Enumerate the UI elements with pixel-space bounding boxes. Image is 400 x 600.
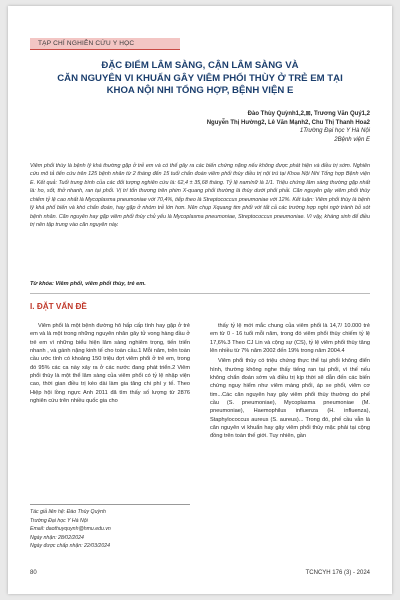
body-paragraph: thấy tỷ lệ mới mắc chung của viêm phổi là 14,7/ 10.000 trẻ em từ 0 - 16 tuổi mỗi năm, trong đó viêm phổi thùy chiếm tỷ lệ 17,6%.3 Theo CJ Lin và cộng sự (CS), tỷ lệ viêm phổi thùy tăng lên nhiều từ 7% năm 2002 đến 19% trong năm 2004.4 bbox=[210, 323, 370, 355]
author-line: Nguyễn Thị Hường2, Lê Văn Mạnh2, Chu Thị Thanh Hoa2 bbox=[206, 119, 370, 126]
keywords: Từ khóa: Viêm phổi, viêm phổi thùy, trẻ em. bbox=[30, 281, 146, 287]
author-line: Đào Thùy Quỳnh1,2,⊠, Trương Văn Quý1,2 bbox=[247, 111, 370, 117]
corresponding-institution: Trường Đại học Y Hà Nội bbox=[30, 517, 88, 524]
accepted-date: Ngày được chấp nhận: 22/03/2024 bbox=[30, 543, 110, 550]
paper-title bbox=[28, 60, 372, 98]
page-footer bbox=[30, 568, 370, 578]
section-divider bbox=[30, 293, 370, 294]
affiliation: 2Bệnh viện E bbox=[334, 136, 370, 143]
correspondence-block bbox=[30, 504, 190, 551]
author-block bbox=[70, 110, 370, 144]
abstract: Viêm phổi thùy là bệnh lý khá thường gặp ở trẻ em và có thể gây ra các biến chứng nặng nếu không được phát hiện và điều trị sớm. Nghiên cứu mô tả tiến cứu trên 125 bệnh nhân từ 2 tháng đến 15 tuổi chẩn đoán viêm phổi thùy điều trị nội trú tại Khoa Nội Nhi Tổng hợp Bệnh viện E. Kết quả: Tuổi trung bình của các đối tượng nghiên cứu là: 62,4 ± 35,68 tháng. Tỷ lệ nam/nữ là 1/1. Triệu chứng lâm sàng thường gặp nhất là: ho, sốt, thở nhanh, ran tại phổi. Vị trí tổn thương trên phim X-quang phổi thường là thùy dưới phổi phải. Căn nguyên gây viêm phổi thùy chiếm tỷ lệ cao nhất là Mycoplasma pneumoniae với 70,4%, tiếp theo là Streptococcus pneumoniae với 12%. Kết luận: Viêm phổi thùy là bệnh lý khá phổ biến và khó chẩn đoán, hay gặp ở nhóm trẻ lớn hơn. Nên chụp Xquang tim phổi với tất cả các trường hợp nghi ngờ trành bỏ sót bệnh nhân. Căn nguyên hay gặp viêm phổi thùy chủ yếu là Mycoplasma pneumoniae, Streptococcus pneumoniae. Vì vậy, kháng sinh để điều trị nên tập trung vào căn nguyên này. bbox=[30, 163, 370, 229]
corresponding-author: Tác giả liên hệ: Đào Thùy Quỳnh bbox=[30, 509, 106, 515]
title-line: ĐẶC ĐIỂM LÂM SÀNG, CẬN LÂM SÀNG VÀ bbox=[101, 60, 299, 71]
title-line: KHOA NỘI NHI TỔNG HỢP, BỆNH VIỆN E bbox=[106, 85, 294, 96]
corresponding-email: Email: daothuyquynh@hmu.edu.vn bbox=[30, 526, 111, 533]
journal-header: TẠP CHÍ NGHIÊN CỨU Y HỌC bbox=[30, 38, 180, 50]
affiliation: 1Trường Đại học Y Hà Nội bbox=[299, 128, 370, 135]
body-paragraph: Viêm phổi là một bệnh đường hô hấp cấp tính hay gặp ở trẻ em và là một trong những nguyên nhân gây tử vong hàng đầu ở trẻ em vì những biểu hiện lâm sàng nghiêm trọng, tiến triển nhanh , và gánh nặng kinh tế cho toàn cầu.1 Mỗi năm, trên toàn cầu ước tính có khoảng 150 triệu đợt viêm phổi ở trẻ em, trong đó 95% các ca này xảy ra ở các nước đang phát triển.2 Viêm phổi thùy là một thể lâm sàng của viêm phổi có tỷ lệ nhập viện cao, thời gian điều trị kéo dài làm gia tăng chi phí y tế. Theo Hiệp hội lồng ngực Anh 2011 đã tìm thấy số lượng từ 2876 nghiên cứu trên nhiều quốc gia cho bbox=[30, 323, 190, 405]
right-column bbox=[210, 322, 370, 441]
section-heading: I. ĐẶT VẤN ĐỀ bbox=[30, 302, 87, 311]
page-number: 80 bbox=[30, 570, 37, 576]
body-paragraph: Viêm phổi thùy có triệu chứng thực thể tại phổi không điển hình, thường không nghe thấy tiếng ran tại phổi, vì thế nếu không chẩn đoán sớm và điều trị kịp thời sẽ dẫn đến các biến chứng nguy hiểm như viêm màng phổi, áp xe phổi, viêm cơ tim...Các căn nguyên hay gây viêm phổi thùy thường do phế cầu (S. pneumoniae), Mycoplasma pneumoniae (M. pneumoniae), Haemophilus influenza (H. influenza), Staphylococcus aureus (S. aureus)... Trong đó, phế cầu vẫn là căn nguyên vi khuẩn hay gây viêm phổi thùy mặc phải tại cộng đồng trên toàn thế giới. Tuy nhiên, gần bbox=[210, 358, 370, 440]
received-date: Ngày nhận: 28/02/2024 bbox=[30, 534, 84, 541]
title-line: CĂN NGUYÊN VI KHUẨN GÂY VIÊM PHỔI THÙY Ở TRẺ EM TẠI bbox=[57, 72, 343, 84]
left-column bbox=[30, 322, 190, 405]
journal-issue: TCNCYH 176 (3) - 2024 bbox=[305, 570, 370, 576]
article-page bbox=[8, 6, 392, 594]
